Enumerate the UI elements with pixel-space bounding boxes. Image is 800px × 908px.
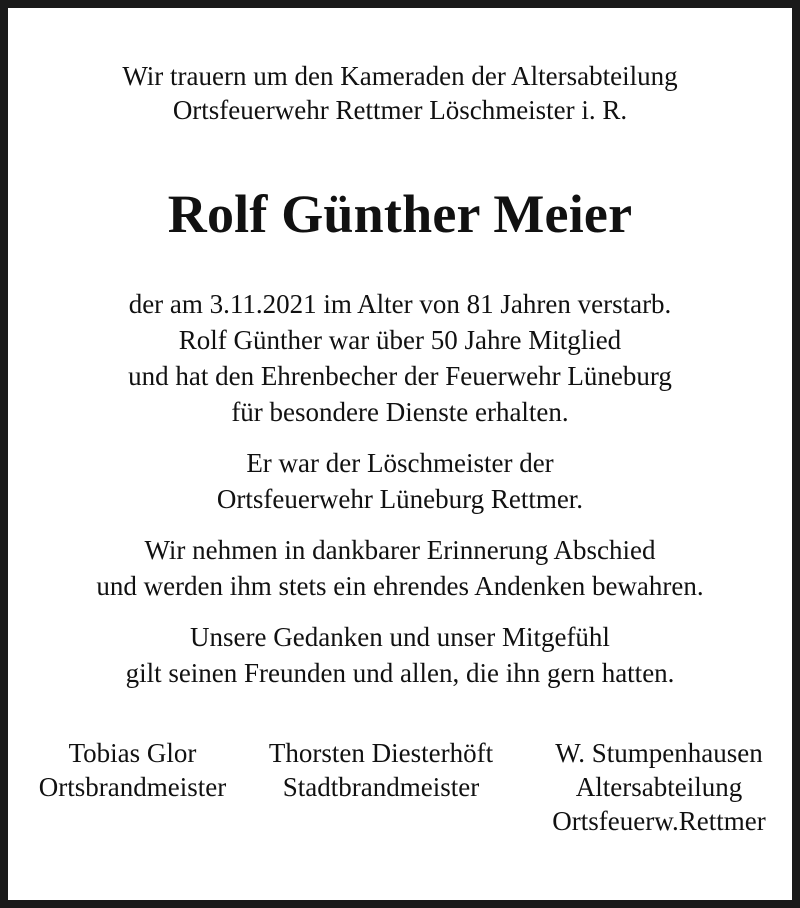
body-line: der am 3.11.2021 im Alter von 81 Jahren verstarb. — [128, 289, 672, 319]
body-line: für besondere Dienste erhalten. — [231, 397, 569, 427]
intro-line: Ortsfeuerwehr Rettmer Löschmeister i. R. — [172, 95, 628, 125]
paragraph-role — [8, 445, 792, 517]
paragraph-farewell — [8, 532, 792, 604]
obituary-notice — [8, 8, 792, 900]
body-line: Rolf Günther war über 50 Jahre Mitglied — [178, 325, 622, 355]
signature-stadtbrandmeister — [250, 736, 512, 804]
signature-title: Stadtbrandmeister — [282, 772, 480, 802]
body-line: gilt seinen Freunden und allen, die ihn gern hatten. — [125, 658, 675, 688]
signature-altersabteilung — [528, 736, 790, 838]
signature-title: Ortsbrandmeister — [38, 772, 227, 802]
paragraph-condolences — [8, 619, 792, 691]
deceased-name: Rolf Günther Meier — [167, 184, 633, 244]
signature-title: Altersabteilung — [575, 772, 743, 802]
body-line: Ortsfeuerwehr Lüneburg Rettmer. — [216, 484, 584, 514]
body-line: und werden ihm stets ein ehrendes Andenken bewahren. — [96, 571, 704, 601]
signature-block — [8, 736, 792, 846]
intro-text — [8, 59, 792, 127]
signature-name: Thorsten Diesterhöft — [268, 738, 494, 768]
obituary-body — [8, 286, 792, 706]
paragraph-death-notice — [8, 286, 792, 430]
body-line: Er war der Löschmeister der — [246, 448, 554, 478]
signature-ortsbrandmeister — [25, 736, 240, 804]
body-line: und hat den Ehrenbecher der Feuerwehr Lüneburg — [128, 361, 672, 391]
signature-extra: Ortsfeuerw.Rettmer — [552, 806, 766, 836]
body-line: Wir nehmen in dankbarer Erinnerung Abschied — [144, 535, 656, 565]
body-line: Unsere Gedanken und unser Mitgefühl — [190, 622, 610, 652]
intro-line: Wir trauern um den Kameraden der Altersabteilung — [122, 61, 678, 91]
signature-name: W. Stumpenhausen — [555, 738, 763, 768]
signature-name: Tobias Glor — [68, 738, 197, 768]
